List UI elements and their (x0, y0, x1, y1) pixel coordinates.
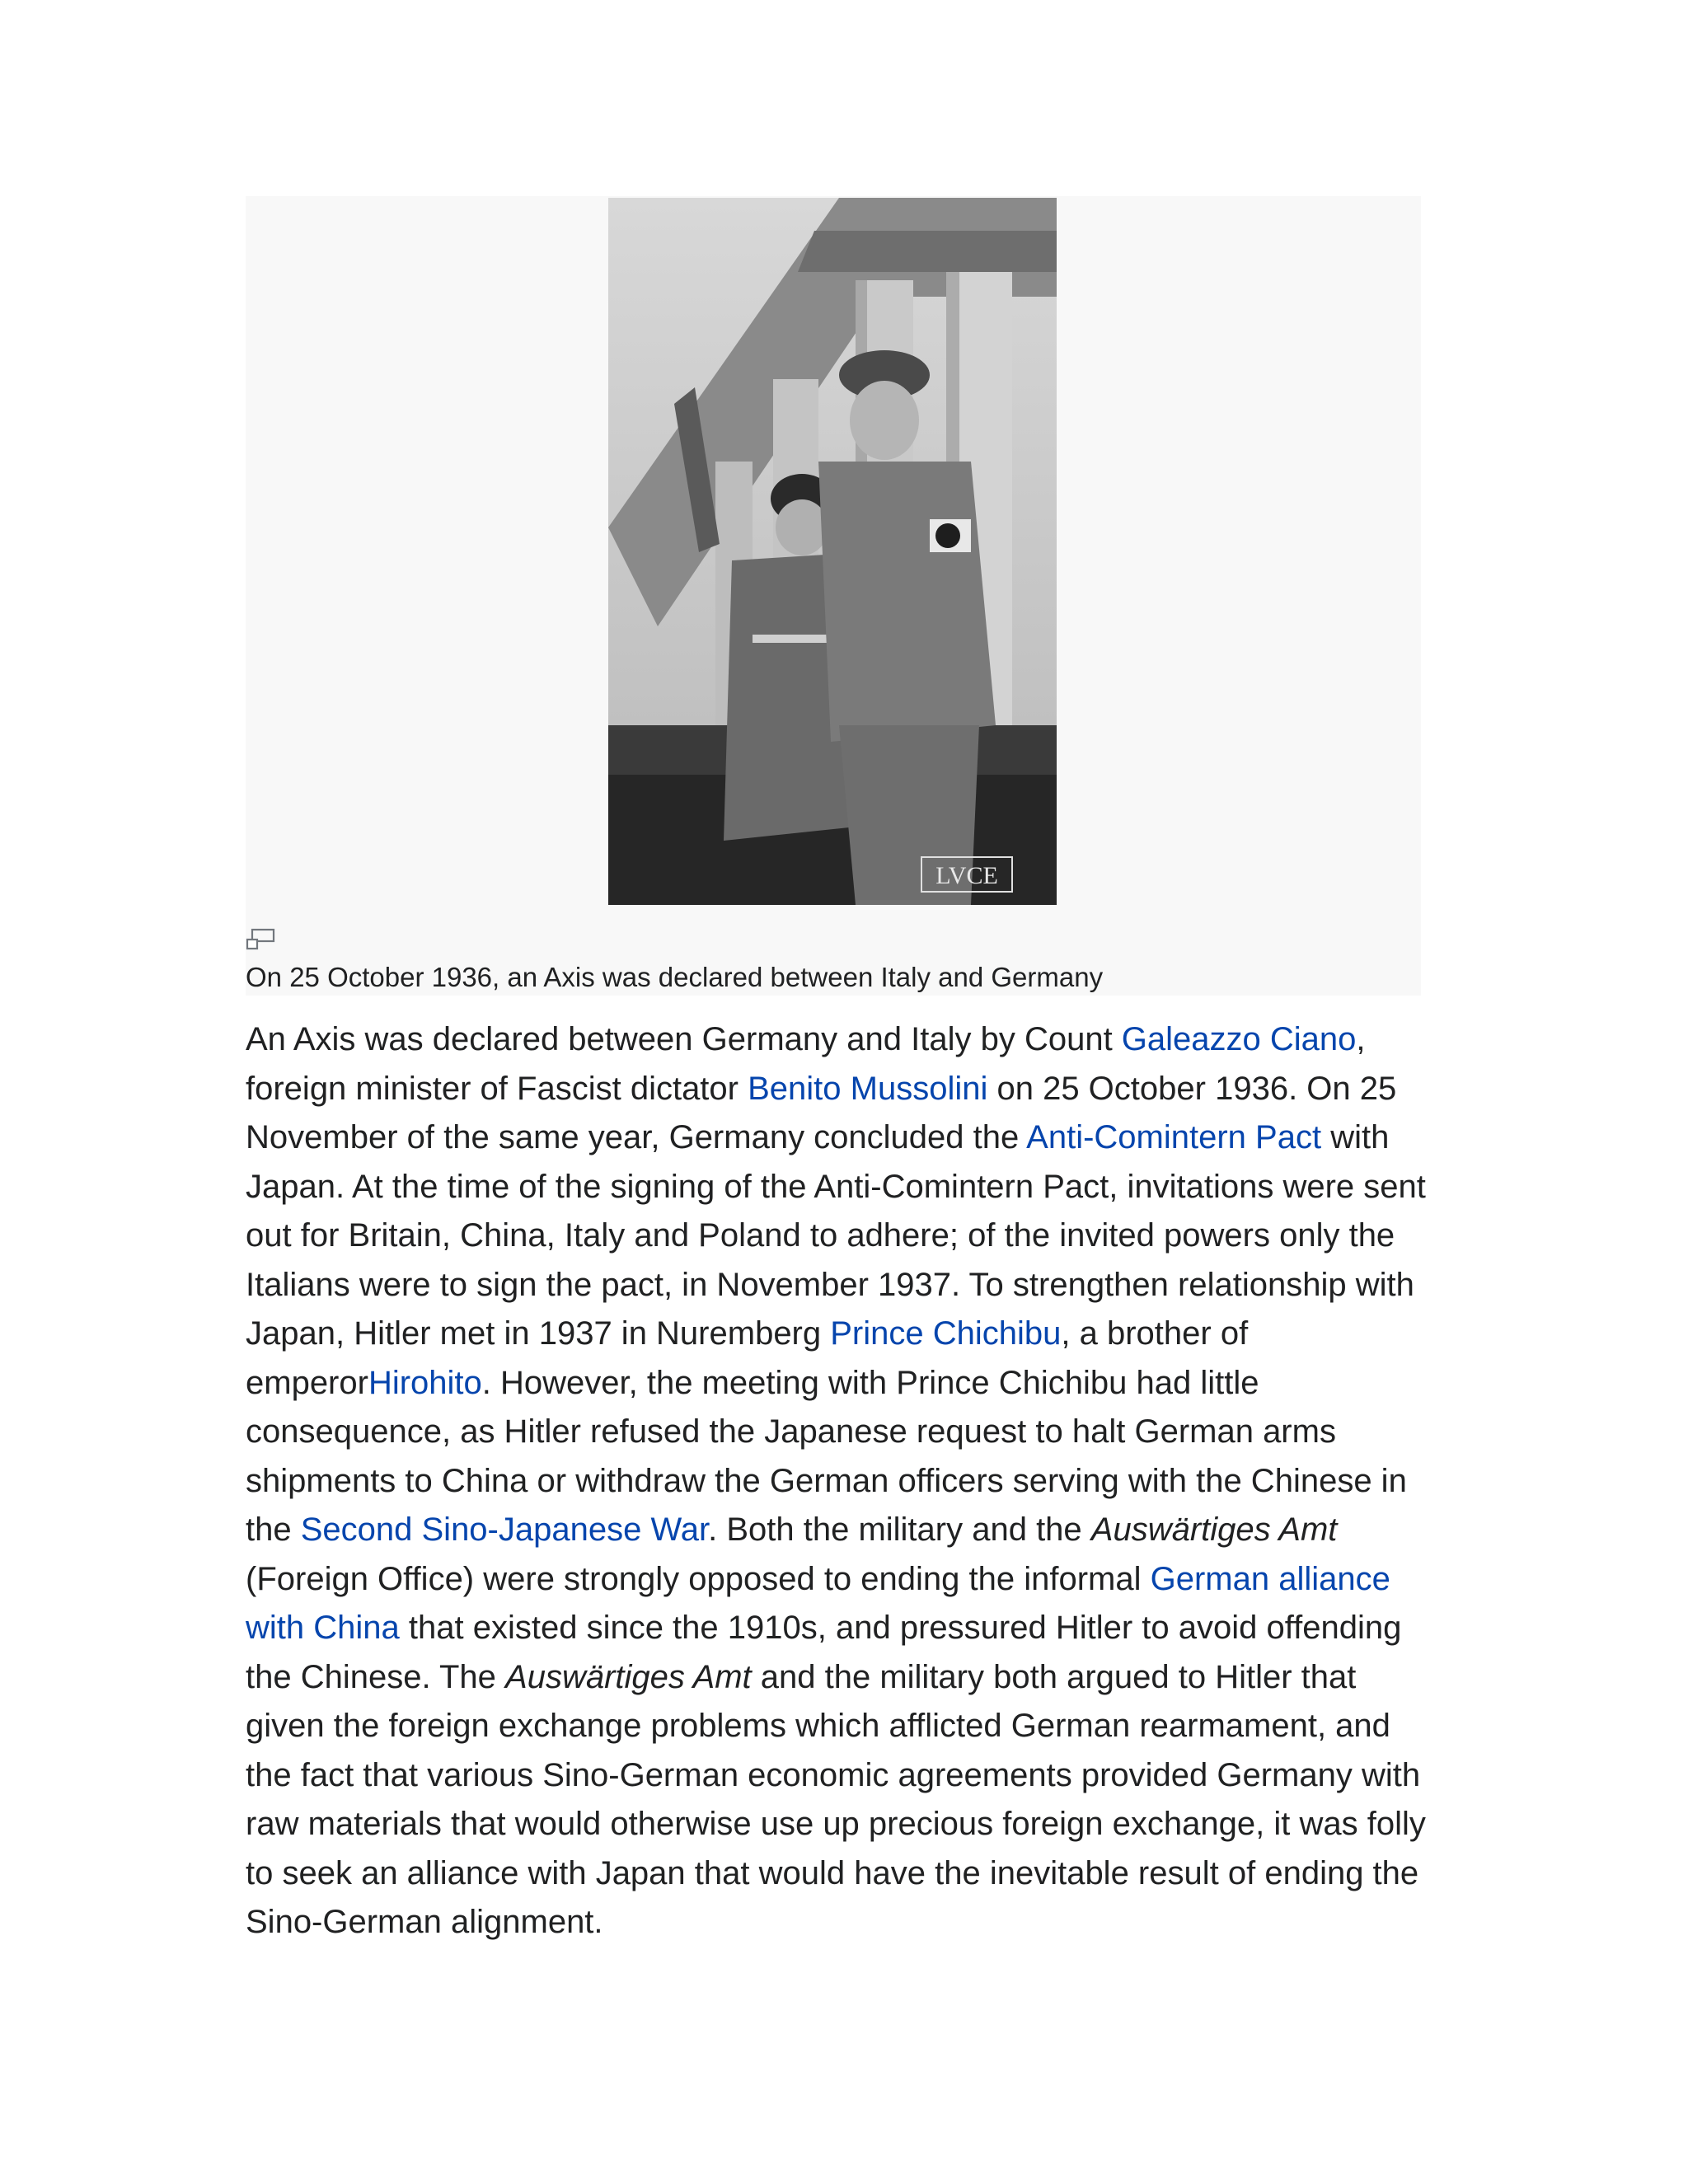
text-run: (Foreign Office) were strongly opposed to ending the informal (246, 1560, 1151, 1597)
article-link[interactable]: Second Sino-Japanese War (300, 1511, 709, 1548)
text-run: , a brother of emperor (246, 1315, 1249, 1401)
italic-term: Auswärtiges Amt (1090, 1511, 1338, 1548)
text-run: . However, the meeting with Prince Chichibu had little consequence, as Hitler refused the Japanese request to halt German arms shipments to China or withdraw the German officers serving with the Chinese in the (246, 1364, 1407, 1548)
photo-watermark: LVCE (935, 862, 998, 889)
enlarge-icon[interactable] (246, 928, 275, 951)
photo-illustration (608, 198, 1057, 905)
article-paragraph (246, 1015, 1432, 1947)
text-run: , foreign minister of Fascist dictator (246, 1021, 1366, 1107)
figure-caption: On 25 October 1936, an Axis was declared between Italy and Germany (246, 962, 1104, 992)
article-link[interactable]: Benito Mussolini (748, 1070, 988, 1107)
italic-term: Auswärtiges Amt (505, 1658, 752, 1695)
article-link[interactable]: Hirohito (368, 1364, 482, 1401)
text-run: . Both the military and the (708, 1511, 1091, 1548)
text-run: with Japan. At the time of the signing of the Anti-Comintern Pact, invitations were sent out for Britain, China, Italy and Poland to adhere; of the invited powers only the Italians were to sign the pact, in November 1937. To strengthen relationship with Japan, Hitler met in 1937 in Nuremberg (246, 1119, 1426, 1352)
article-link[interactable]: Galeazzo Ciano (1121, 1021, 1357, 1057)
article-link[interactable]: German alliance with China (246, 1560, 1390, 1646)
photo-axis-leaders[interactable] (608, 198, 1057, 905)
text-run: on 25 October 1936. On 25 November of the same year, Germany concluded the (246, 1070, 1397, 1155)
text-run: that existed since the 1910s, and pressured Hitler to avoid offending the Chinese. The (246, 1610, 1402, 1695)
figure (246, 196, 1421, 996)
text-run: and the military both argued to Hitler that given the foreign exchange problems which afflicted German rearmament, and the fact that various Sino-German economic agreements provided Germany with raw materials that would otherwise use up precious foreign exchange, it was folly to seek an alliance with Japan that would have the inevitable result of ending the Sino-German alignment. (246, 1658, 1426, 1940)
article-link[interactable]: Anti-Comintern Pact (1026, 1119, 1322, 1155)
article-link[interactable]: Prince Chichibu (830, 1315, 1062, 1352)
text-run: An Axis was declared between Germany and Italy by Count (246, 1021, 1122, 1057)
